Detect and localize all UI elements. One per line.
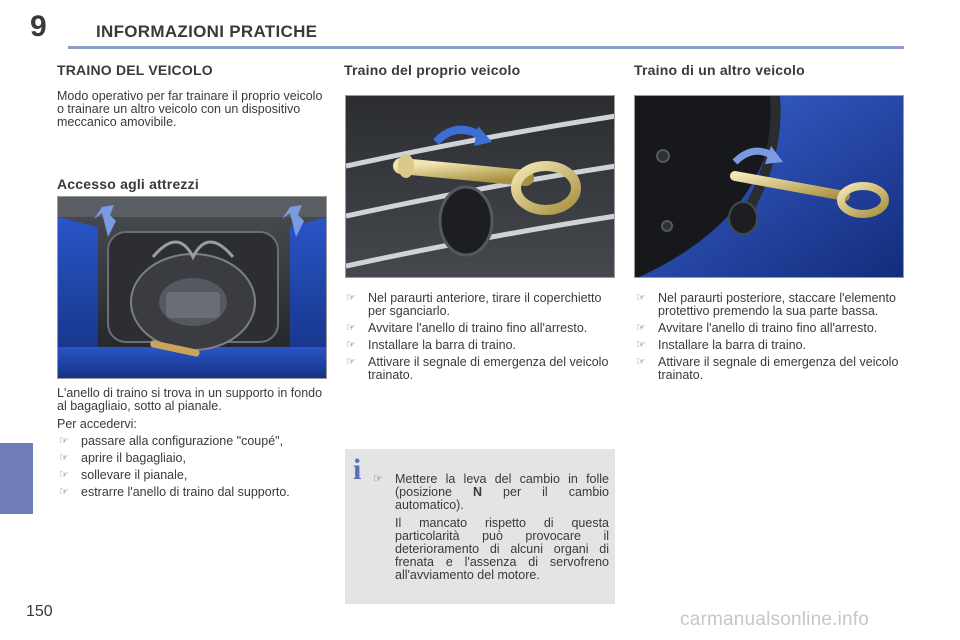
- bullet-hand-icon: ☞: [59, 435, 69, 447]
- front-bumper-photo: [345, 95, 615, 278]
- list-item: ☞ Mettere la leva del cambio in folle (posizione N per il cambio automatico).: [373, 472, 609, 512]
- rear-tow-ring-illustration: [635, 96, 904, 278]
- list-item: ☞ aprire il bagagliaio,: [59, 451, 186, 465]
- gear-neutral-label: N: [473, 485, 483, 499]
- bullet-hand-icon: ☞: [373, 473, 383, 485]
- other-vehicle-steps-list: [634, 292, 904, 382]
- header-rule: [68, 46, 904, 49]
- list-item: ☞ Avvitare l'anello di traino fino all'arresto.: [346, 321, 588, 335]
- page-number: 150: [26, 603, 53, 620]
- bullet-hand-icon: ☞: [59, 469, 69, 481]
- list-item: ☞ Attivare il segnale di emergenza del veicolo trainato.: [636, 355, 899, 382]
- info-content: [371, 473, 609, 582]
- list-item: ☞ Installare la barra di traino.: [346, 338, 516, 352]
- list-item: ☞ Nel paraurti anteriore, tirare il coperchietto per sganciarlo.: [346, 291, 602, 318]
- info-warning-text: Il mancato rispetto di questa particolarità può provocare il deterioramento di alcuni organi di frenata e l'assenza di servofreno all'avviamento del motore.: [395, 516, 609, 582]
- bullet-hand-icon: ☞: [636, 292, 646, 304]
- list-item: ☞ Installare la barra di traino.: [636, 338, 806, 352]
- trunk-photo: [57, 196, 327, 379]
- bullet-hand-icon: ☞: [636, 356, 646, 368]
- chapter-number: 9: [30, 10, 47, 43]
- section-title-other-vehicle: Traino di un altro veicolo: [634, 62, 805, 78]
- section-title-tool-access: Accesso agli attrezzi: [57, 176, 199, 192]
- watermark-text: carmanualsonline.info: [680, 609, 870, 630]
- section-title-towing: TRAINO DEL VEICOLO: [57, 62, 213, 78]
- list-item: ☞ Avvitare l'anello di traino fino all'arresto.: [636, 321, 878, 335]
- bullet-hand-icon: ☞: [636, 322, 646, 334]
- bullet-hand-icon: ☞: [636, 339, 646, 351]
- list-item: ☞ Attivare il segnale di emergenza del veicolo trainato.: [346, 355, 609, 382]
- column-other-vehicle-steps: [634, 292, 904, 386]
- info-box: [345, 449, 615, 604]
- column-tool-access: [57, 387, 327, 503]
- access-label: Per accedervi:: [57, 417, 137, 431]
- list-item: ☞ estrarre l'anello di traino dal supporto.: [59, 485, 290, 499]
- list-item: ☞ passare alla configurazione "coupé",: [59, 434, 284, 448]
- trunk-illustration: [58, 197, 327, 379]
- column-towing-other-vehicle: [634, 60, 904, 78]
- bullet-hand-icon: ☞: [346, 322, 356, 334]
- bullet-hand-icon: ☞: [346, 339, 356, 351]
- list-item: ☞ sollevare il pianale,: [59, 468, 188, 482]
- section-title-own-vehicle: Traino del proprio veicolo: [344, 62, 521, 78]
- list-item: ☞ Nel paraurti posteriore, staccare l'elemento protettivo premendo la sua parte bassa.: [636, 291, 896, 318]
- bullet-hand-icon: ☞: [59, 452, 69, 464]
- chapter-title: INFORMAZIONI PRATICHE: [96, 22, 318, 41]
- info-icon: i: [353, 453, 362, 486]
- bullet-hand-icon: ☞: [59, 486, 69, 498]
- column-own-vehicle-steps: [344, 292, 614, 386]
- front-tow-ring-illustration: [346, 96, 615, 278]
- info-list: [371, 473, 609, 512]
- column-towing-intro: [57, 60, 327, 192]
- access-steps-list: [57, 435, 327, 499]
- column-towing-own-vehicle: [344, 60, 614, 78]
- rear-bumper-photo: [634, 95, 904, 278]
- bullet-hand-icon: ☞: [346, 292, 356, 304]
- chapter-side-tab: [0, 443, 33, 514]
- towing-intro-text: Modo operativo per far trainare il proprio veicolo o trainare un altro veicolo con un dispositivo meccanico amovibile.: [57, 89, 323, 129]
- bullet-hand-icon: ☞: [346, 356, 356, 368]
- own-vehicle-steps-list: [344, 292, 614, 382]
- tow-ring-location-text: L'anello di traino si trova in un supporto in fondo al bagagliaio, sotto al pianale.: [57, 386, 323, 413]
